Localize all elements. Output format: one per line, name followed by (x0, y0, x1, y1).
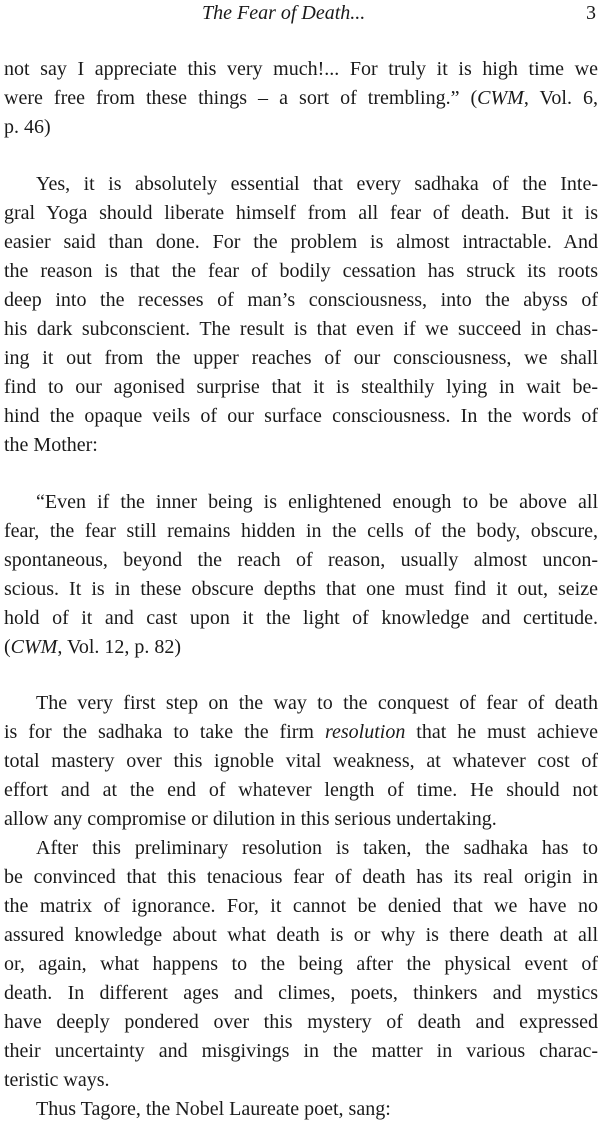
text-line (4, 373, 598, 402)
paragraph-quote-mother (4, 488, 598, 662)
text-line (4, 488, 598, 517)
text-line (4, 315, 598, 344)
paragraph-para-tagore (4, 1095, 598, 1124)
text-line (4, 431, 598, 460)
italic-text: CWM (477, 87, 524, 109)
paragraph-para-ignorance (4, 834, 598, 1095)
text-line (4, 805, 598, 834)
line-text: effort and at the end of whatever length of time. He should not (4, 779, 598, 801)
line-text: have deeply pondered over this mystery of death and expressed (4, 1011, 598, 1033)
text-line (4, 689, 598, 718)
line-text: not say I appreciate this very much!... For truly it is high time we (4, 58, 598, 80)
line-text: spontaneous, beyond the reach of reason, usually almost uncon- (4, 549, 598, 571)
text-line (4, 633, 598, 662)
line-text: be convinced that this tenacious fear of death has its real origin in (4, 866, 598, 888)
line-text: their uncertainty and misgivings in the matter in various charac- (4, 1040, 598, 1062)
paragraph-quote-end (4, 55, 598, 142)
paragraph-para-integral-yoga (4, 170, 598, 460)
text-line (4, 402, 598, 431)
text-line (4, 921, 598, 950)
line-text: hind the opaque veils of our surface consciousness. In the words of (4, 405, 598, 427)
text-line (4, 113, 598, 142)
line-text: The very first step on the way to the conquest of fear of death (36, 692, 598, 714)
line-text: Thus Tagore, the Nobel Laureate poet, sang: (36, 1098, 391, 1120)
text-line (4, 863, 598, 892)
text-line (4, 747, 598, 776)
paragraph-para-first-step (4, 689, 598, 834)
text-line (4, 84, 598, 113)
line-text: p. 46) (4, 116, 51, 138)
text-line (4, 170, 598, 199)
line-text: easier said than done. For the problem is almost intractable. And (4, 231, 598, 253)
line-text: his dark subconscient. The result is that even if we succeed in chas- (4, 318, 598, 340)
text-line (4, 55, 598, 84)
text-line (4, 575, 598, 604)
line-text: teristic ways. (4, 1069, 110, 1091)
text-line (4, 1008, 598, 1037)
line-text: that he must achieve (405, 721, 598, 743)
running-head (0, 0, 600, 32)
text-line (4, 892, 598, 921)
line-text: or, again, what happens to the being after the physical event of (4, 953, 598, 975)
line-text: is for the sadhaka to take the firm (4, 721, 325, 743)
line-text: deep into the recesses of man’s consciousness, into the abyss of (4, 289, 598, 311)
line-text: total mastery over this ignoble vital weakness, at whatever cost of (4, 750, 598, 772)
text-line (4, 517, 598, 546)
line-text: , Vol. 12, p. 82) (57, 636, 182, 658)
text-line (4, 257, 598, 286)
line-text: hold of it and cast upon it the light of knowledge and certitude. (4, 607, 598, 629)
line-text: assured knowledge about what death is or why is there death at all (4, 924, 598, 946)
italic-text: CWM (10, 636, 58, 658)
text-line (4, 228, 598, 257)
text-line (4, 979, 598, 1008)
text-line (4, 1095, 598, 1124)
line-text: the matrix of ignorance. For, it cannot be denied that we have no (4, 895, 598, 917)
line-text: death. In different ages and climes, poets, thinkers and mystics (4, 982, 598, 1004)
text-line (4, 344, 598, 373)
line-text: the reason is that the fear of bodily cessation has struck its roots (4, 260, 598, 282)
line-text: scious. It is in these obscure depths that one must find it out, seize (4, 578, 598, 600)
line-text: Yes, it is absolutely essential that every sadhaka of the Inte- (36, 173, 598, 195)
text-line (4, 776, 598, 805)
line-text: ( (4, 636, 11, 658)
line-text: ing it out from the upper reaches of our consciousness, we shall (4, 347, 598, 369)
text-line (4, 718, 598, 747)
running-title: The Fear of Death... (202, 2, 366, 24)
italic-text: resolution (324, 721, 406, 743)
text-line (4, 834, 598, 863)
text-line (4, 286, 598, 315)
line-text: find to our agonised surprise that it is stealthily lying in wait be- (4, 376, 598, 398)
text-line (4, 950, 598, 979)
text-line (4, 199, 598, 228)
page-number: 3 (586, 2, 596, 24)
text-line (4, 1066, 598, 1095)
line-text: allow any compromise or dilution in this serious undertaking. (4, 808, 497, 830)
line-text: , Vol. 6, (523, 87, 598, 109)
line-text: were free from these things – a sort of trembling.” ( (4, 87, 478, 109)
text-line (4, 1037, 598, 1066)
text-line (4, 546, 598, 575)
line-text: the Mother: (4, 434, 98, 456)
line-text: After this preliminary resolution is taken, the sadhaka has to (36, 837, 598, 859)
text-line (4, 604, 598, 633)
line-text: gral Yoga should liberate himself from all fear of death. But it is (4, 202, 598, 224)
line-text: fear, the fear still remains hidden in the cells of the body, obscure, (4, 520, 598, 542)
line-text: “Even if the inner being is enlightened enough to be above all (36, 491, 598, 513)
body-text (4, 55, 598, 1124)
